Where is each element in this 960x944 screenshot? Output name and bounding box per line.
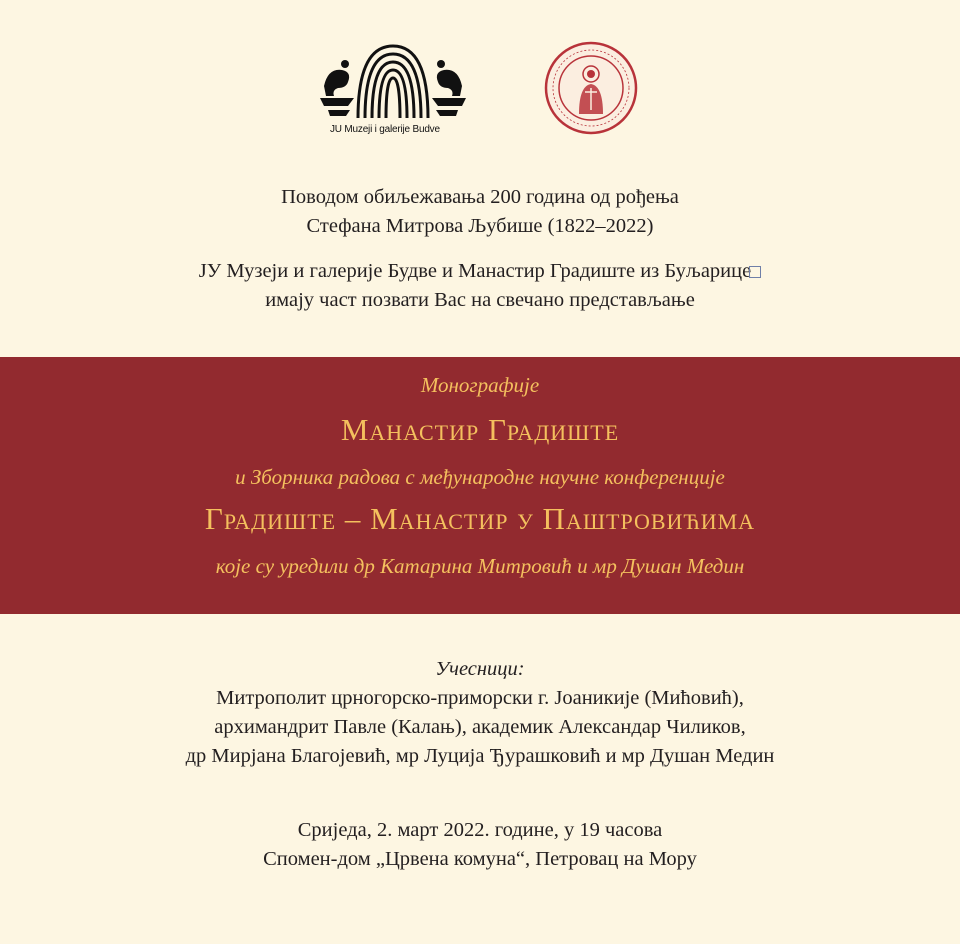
participants-section (0, 655, 960, 771)
selection-marker-icon (749, 266, 761, 278)
banner-line-proceedings: и Зборника радова с међународне научне конференције (235, 465, 725, 489)
participants-line-3: др Мирјана Благојевић, мр Луција Ђурашковић и мр Душан Медин (185, 745, 775, 767)
event-place: Спомен-дом „Црвена комуна“, Петровац на Мору (263, 848, 697, 870)
monastery-seal-icon (543, 40, 639, 136)
intro-line-4: имају част позвати Вас на свечано представљање (265, 289, 695, 311)
intro-line-1: Поводом обиљежавања 200 година од рођења (281, 186, 679, 208)
participants-line-2: архимандрит Павле (Калањ), академик Александар Чиликов, (214, 716, 746, 738)
intro-line-3 (0, 257, 960, 286)
logos-row (0, 38, 960, 148)
banner-title-monastery: Манастир Градиште (340, 412, 620, 447)
museum-logo-caption: JU Muzeji i galerije Budve (330, 124, 440, 135)
event-date: Сриједа, 2. март 2022. године, у 19 часова (297, 819, 663, 841)
banner-line-editors: које су уредили др Катарина Митровић и мр Душан Медин (215, 554, 745, 578)
intro-text (0, 183, 960, 315)
banner-line-monograph: Монографије (420, 373, 540, 397)
intro-line-2: Стефана Митрова Љубише (1822–2022) (306, 215, 654, 237)
museum-logo-icon (318, 38, 468, 138)
banner-title-gradiste: Градиште – Манастир у Паштровићима (204, 501, 756, 536)
event-details (0, 816, 960, 874)
participants-line-1: Митрополит црногорско-приморски г. Јоаникије (Мићовић), (216, 687, 744, 709)
participants-heading: Учесници: (435, 658, 525, 680)
title-banner (0, 357, 960, 614)
intro-line-3-text: ЈУ Музеји и галерије Будве и Манастир Градиште из Буљарице (198, 260, 752, 282)
